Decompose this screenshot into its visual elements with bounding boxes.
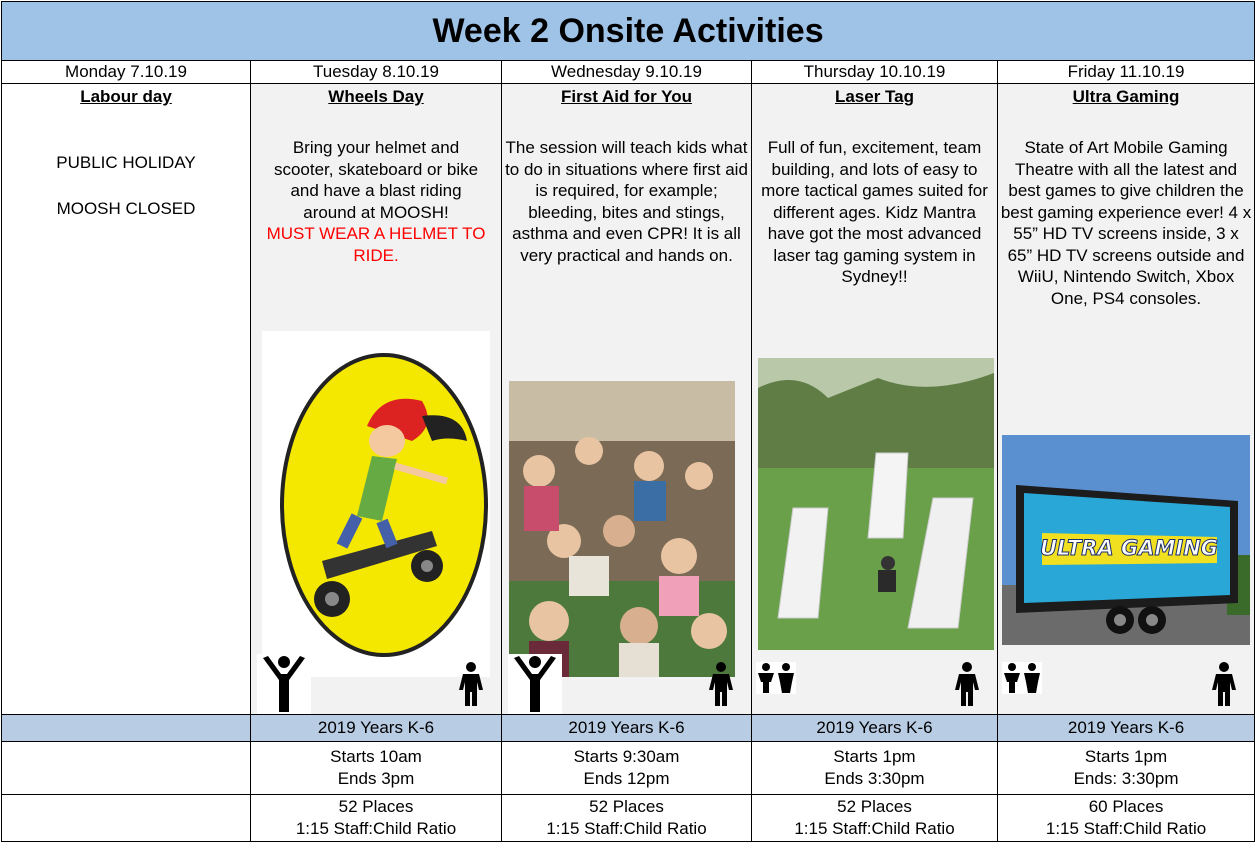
end-time: Ends 12pm: [583, 769, 670, 788]
two-children-icon: [1002, 662, 1042, 694]
activity-description-friday: State of Art Mobile Gaming Theatre with all the latest and best games to give children the best gaming experience ever! 4 x 55” HD TV screens inside, 3 x 65” HD TV screens outside and WiiU, Nintendo Switch, Xbox One, PS4 consoles.: [1000, 138, 1252, 308]
activity-title-monday: Labour day: [80, 87, 172, 106]
places-wednesday: [502, 795, 752, 842]
years-tuesday: 2019 Years K-6: [251, 715, 502, 742]
date-tuesday: Tuesday 8.10.19: [251, 61, 502, 84]
date-thursday: Thursday 10.10.19: [752, 61, 998, 84]
places-tuesday: [251, 795, 502, 842]
page-title: Week 2 Onsite Activities: [2, 2, 1255, 61]
places-count: 52 Places: [338, 797, 414, 816]
activity-cell-wednesday: [502, 84, 752, 715]
places-monday: [2, 795, 251, 842]
walking-person-icon: [453, 662, 489, 706]
start-time: Starts 1pm: [1084, 747, 1168, 766]
age-group-icon-box: [257, 654, 311, 714]
activity-description-wednesday: The session will teach kids what to do in situations where first aid is required, for example; bleeding, bites and stings, asthma and even CPR! It is all very practical and hands on.: [505, 138, 748, 265]
walking-person-icon: [703, 662, 739, 706]
staff-ratio: 1:15 Staff:Child Ratio: [1045, 819, 1207, 838]
times-friday: [998, 742, 1255, 795]
end-time: Ends: 3:30pm: [1073, 769, 1179, 788]
years-wednesday: 2019 Years K-6: [502, 715, 752, 742]
first-aid-photo: [509, 381, 735, 677]
age-group-icon-box: [756, 662, 796, 694]
person-arms-up-icon: [508, 654, 562, 714]
places-friday: [998, 795, 1255, 842]
activity-title-wednesday: First Aid for You: [561, 87, 692, 106]
times-wednesday: [502, 742, 752, 795]
helmet-warning: MUST WEAR A HELMET TO RIDE.: [266, 224, 486, 265]
start-time: Starts 10am: [330, 747, 422, 766]
activity-cell-thursday: [752, 84, 998, 715]
gaming-trailer-photo: [1002, 435, 1250, 645]
activity-title-friday: Ultra Gaming: [1072, 87, 1180, 106]
activity-description-tuesday: Bring your helmet and scooter, skateboard or bike and have a blast riding around at MOOSH!: [273, 138, 479, 222]
walking-person-icon: [949, 662, 985, 706]
activity-cell-friday: [998, 84, 1255, 715]
person-arms-up-icon: [257, 654, 311, 714]
activity-description-thursday: Full of fun, excitement, team building, and lots of easy to more tactical games suited for different ages. Kidz Mantra have got the most advanced laser tag gaming system in Sydney!!: [761, 138, 988, 286]
places-count: 60 Places: [1088, 797, 1164, 816]
end-time: Ends 3pm: [337, 769, 415, 788]
holiday-notice: [2, 152, 250, 220]
activities-table: [1, 1, 1255, 842]
years-friday: 2019 Years K-6: [998, 715, 1255, 742]
age-group-icon-box: [1002, 662, 1042, 694]
activity-title-thursday: Laser Tag: [834, 87, 915, 106]
times-thursday: [752, 742, 998, 795]
age-group-icon-box: [508, 654, 562, 714]
places-thursday: [752, 795, 998, 842]
date-wednesday: Wednesday 9.10.19: [502, 61, 752, 84]
laser-tag-photo: [758, 358, 994, 650]
activity-cell-tuesday: [251, 84, 502, 715]
activity-cell-monday: [2, 84, 251, 715]
start-time: Starts 9:30am: [573, 747, 680, 766]
times-monday: [2, 742, 251, 795]
years-monday: [2, 715, 251, 742]
start-time: Starts 1pm: [833, 747, 916, 766]
times-tuesday: [251, 742, 502, 795]
end-time: Ends 3:30pm: [824, 769, 925, 788]
date-friday: Friday 11.10.19: [998, 61, 1255, 84]
closed-label: MOOSH CLOSED: [56, 199, 196, 218]
staff-ratio: 1:15 Staff:Child Ratio: [546, 819, 707, 838]
date-monday: Monday 7.10.19: [2, 61, 251, 84]
staff-ratio: 1:15 Staff:Child Ratio: [295, 819, 457, 838]
places-count: 52 Places: [589, 797, 664, 816]
trailer-lettering: ULTRA GAMING: [1039, 536, 1219, 560]
walking-person-icon: [1206, 662, 1242, 706]
skateboarder-picture: [262, 331, 490, 677]
places-count: 52 Places: [837, 797, 912, 816]
two-children-icon: [756, 662, 796, 694]
years-thursday: 2019 Years K-6: [752, 715, 998, 742]
activity-title-tuesday: Wheels Day: [328, 87, 424, 106]
staff-ratio: 1:15 Staff:Child Ratio: [794, 819, 955, 838]
public-holiday-label: PUBLIC HOLIDAY: [56, 153, 196, 172]
